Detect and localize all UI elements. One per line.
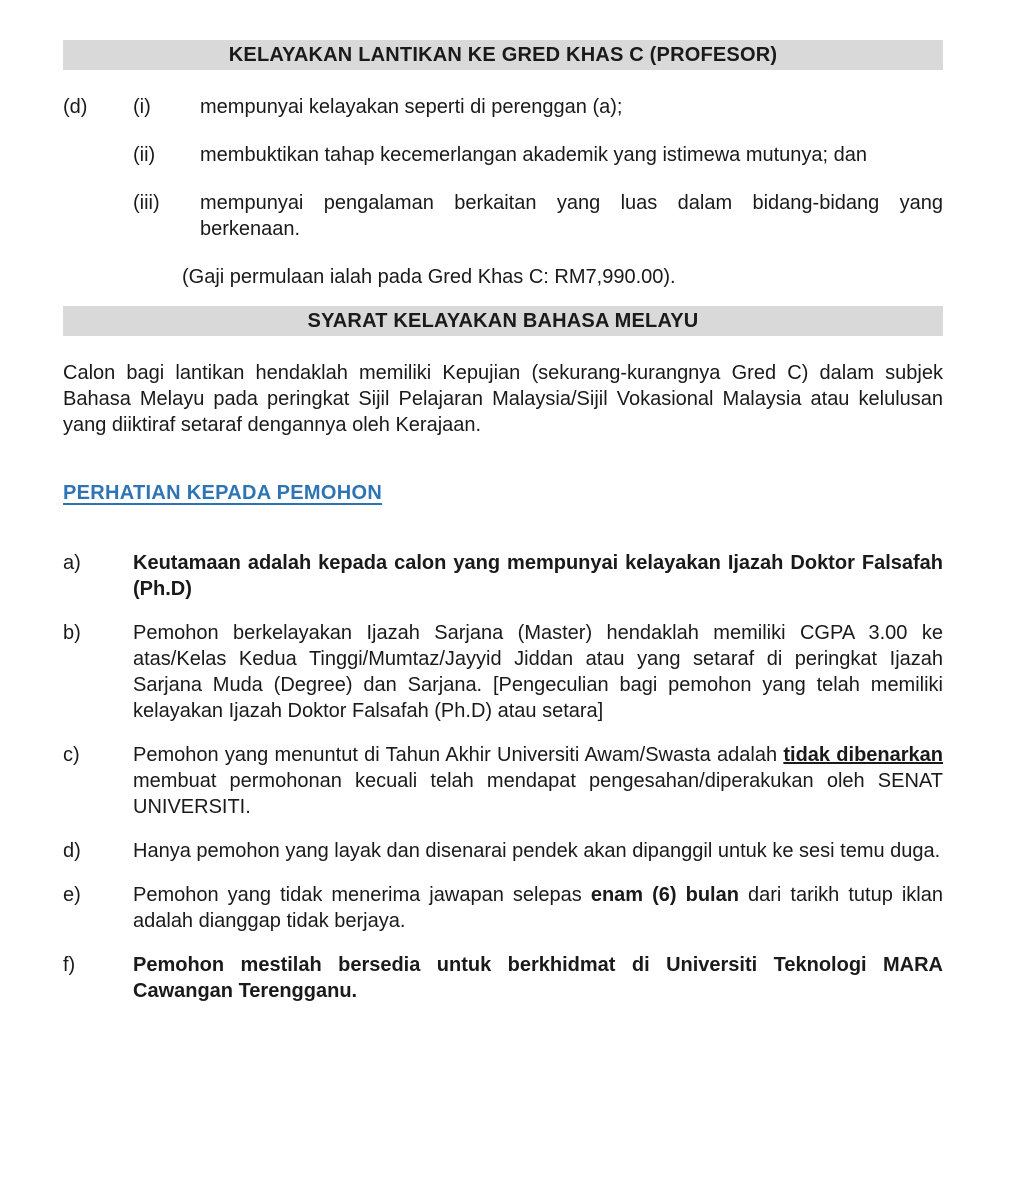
- list-item: [63, 838, 943, 864]
- section2-title-bar: [63, 306, 943, 336]
- bahasa-melayu-paragraph: Calon bagi lantikan hendaklah memiliki Kepujian (sekurang-kurangnya Gred C) dalam subjek Bahasa Melayu pada peringkat Sijil Pelajaran Malaysia/Sijil Vokasional Malaysia atau kelulusan yang diiktiraf setaraf dengannya oleh Kerajaan.: [63, 362, 943, 436]
- list-item: [63, 190, 943, 242]
- list-item: [63, 742, 943, 820]
- item-label: (d): [63, 96, 88, 118]
- subitem-text: membuktikan tahap kecemerlangan akademik yang istimewa mutunya; dan: [200, 144, 868, 166]
- item-text: Pemohon yang tidak menerima jawapan selepas enam (6) bulan dari tarikh tutup iklan adalah dianggap tidak berjaya.: [133, 884, 943, 932]
- subitem-label: (ii): [133, 144, 156, 166]
- list-item: [63, 550, 943, 602]
- item-text: Keutamaan adalah kepada calon yang mempunyai kelayakan Ijazah Doktor Falsafah (Ph.D): [133, 552, 943, 600]
- item-label: [63, 190, 133, 242]
- perhatian-list: [63, 550, 943, 1004]
- subitem-label: (iii): [133, 192, 160, 214]
- item-label: a): [63, 552, 81, 574]
- subitem-text: mempunyai pengalaman berkaitan yang luas dalam bidang-bidang yang berkenaan.: [200, 192, 943, 240]
- section1-title-bar: [63, 40, 943, 70]
- item-text: Pemohon mestilah bersedia untuk berkhidmat di Universiti Teknologi MARA Cawangan Terengganu.: [133, 954, 943, 1002]
- item-label: c): [63, 744, 80, 766]
- list-item: [63, 952, 943, 1004]
- item-label: d): [63, 840, 81, 862]
- item-text: Pemohon yang menuntut di Tahun Akhir Universiti Awam/Swasta adalah tidak dibenarkan membuat permohonan kecuali telah mendapat pengesahan/diperakukan oleh SENAT UNIVERSITI.: [133, 744, 943, 818]
- section1-title: KELAYAKAN LANTIKAN KE GRED KHAS C (PROFESOR): [228, 43, 778, 66]
- list-item: [63, 94, 943, 120]
- list-item: [63, 620, 943, 724]
- perhatian-heading: PERHATIAN KEPADA PEMOHON: [63, 482, 383, 504]
- subitem-text: mempunyai kelayakan seperti di perenggan (a);: [200, 96, 623, 118]
- list-item: [63, 882, 943, 934]
- item-label: f): [63, 954, 76, 976]
- item-text: Pemohon berkelayakan Ijazah Sarjana (Master) hendaklah memiliki CGPA 3.00 ke atas/Kelas Kedua Tinggi/Mumtaz/Jayyid Jiddan atau yang setaraf di peringkat Ijazah Sarjana Muda (Degree) dan Sarjana. [Pengeculian bagi pemohon yang telah memiliki kelayakan Ijazah Doktor Falsafah (Ph.D) atau setara]: [133, 622, 943, 722]
- subitem-label: (i): [133, 96, 151, 118]
- section1-list: [63, 94, 943, 242]
- list-item: [63, 142, 943, 168]
- item-label: [63, 142, 133, 168]
- item-label: b): [63, 622, 81, 644]
- salary-note: (Gaji permulaan ialah pada Gred Khas C: RM7,990.00).: [182, 266, 676, 288]
- item-text: Hanya pemohon yang layak dan disenarai pendek akan dipanggil untuk ke sesi temu duga.: [133, 840, 941, 862]
- item-label: e): [63, 884, 81, 906]
- section2-title: SYARAT KELAYAKAN BAHASA MELAYU: [307, 309, 699, 332]
